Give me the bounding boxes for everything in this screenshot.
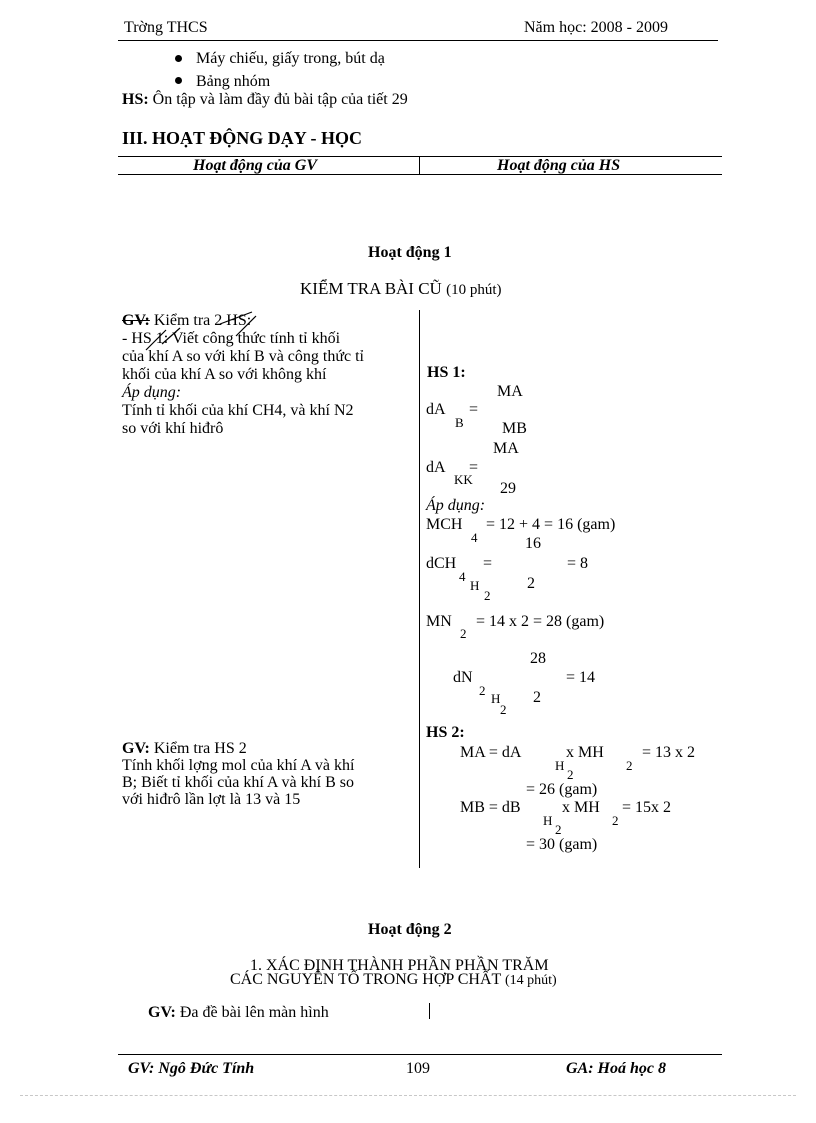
footer-subject: GA: Hoá học 8 bbox=[566, 1060, 666, 1077]
gv2-label: GV: bbox=[122, 740, 150, 757]
activity1-title: Hoạt động 1 bbox=[368, 244, 452, 261]
hs2-l3-sub3: 2 bbox=[612, 813, 619, 828]
hs1-f2-sub: KK bbox=[454, 472, 473, 487]
hs2-l3c: = 15x 2 bbox=[622, 799, 672, 816]
hs1-apply: Áp dụng: bbox=[426, 497, 486, 514]
header-year: Năm học: 2008 - 2009 bbox=[524, 19, 668, 36]
prep-hs-label: HS: bbox=[122, 91, 149, 108]
prep-bullet-2: Bảng nhóm bbox=[196, 73, 271, 90]
activity2-column-divider bbox=[429, 1003, 430, 1019]
hs1-dch4-sub1: 4 bbox=[459, 569, 466, 584]
activity1-column-divider bbox=[419, 310, 420, 868]
page-edge bbox=[20, 1095, 796, 1096]
activity2-line-2: CÁC NGUYÊN TỐ TRONG HỢP CHẤT bbox=[230, 971, 501, 988]
activity2-time: (14 phút) bbox=[504, 973, 557, 988]
hs2-l1-sub1: H bbox=[555, 758, 565, 773]
gv1-line-1: Kiểm tra 2 HS: bbox=[153, 312, 252, 329]
bullet-icon bbox=[175, 77, 182, 84]
hs1-dn2-sub1: 2 bbox=[479, 683, 486, 698]
hs1-f1-lhs: dA bbox=[426, 401, 446, 418]
hs1-f2-lhs: dA bbox=[426, 459, 446, 476]
hs1-label: HS 1: bbox=[427, 364, 466, 381]
footer-page-number: 109 bbox=[406, 1060, 430, 1077]
header-rule bbox=[118, 40, 718, 41]
bullet-icon bbox=[175, 55, 182, 62]
table-header-rule bbox=[118, 174, 722, 175]
hs1-dn2-sub2: H bbox=[491, 691, 501, 706]
hs1-dch4-den: 2 bbox=[527, 575, 535, 592]
hs1-mn2-sub: 2 bbox=[460, 626, 467, 641]
activity1-time: (10 phút) bbox=[446, 282, 502, 298]
hs1-dch4-lhs: dCH bbox=[426, 555, 457, 572]
hs1-mch4-sub: 4 bbox=[471, 530, 478, 545]
hs1-f1-sub: B bbox=[455, 415, 464, 430]
gv1-apply: Áp dụng: bbox=[122, 384, 182, 401]
hs1-dch4-eq: = bbox=[483, 555, 493, 572]
footer-author: GV: Ngô Đức Tính bbox=[128, 1060, 255, 1077]
hs1-f2-eq: = bbox=[469, 459, 479, 476]
activity2-line-1: 1. XÁC ĐỊNH THÀNH PHẦN PHẦN TRĂM bbox=[250, 957, 549, 974]
hs1-dch4-sub2: H bbox=[470, 578, 480, 593]
activity2-heading bbox=[230, 971, 557, 989]
hs1-mn2-lhs: MN bbox=[426, 613, 452, 630]
hs1-f2-num: MA bbox=[493, 440, 519, 457]
activity1-heading bbox=[300, 279, 502, 299]
hs1-dn2-res: = 14 bbox=[566, 669, 596, 686]
hs1-f1-eq: = bbox=[469, 401, 479, 418]
gv1-task-1: Tính tỉ khối của khí CH4, và khí N2 bbox=[122, 402, 354, 419]
prep-bullet-1: Máy chiếu, giấy trong, bút dạ bbox=[196, 50, 385, 67]
hs1-dch4-sub3: 2 bbox=[484, 588, 491, 603]
activity2-gv-label: GV: bbox=[148, 1004, 176, 1021]
hs1-mch4-rhs: = 12 + 4 = 16 (gam) bbox=[486, 516, 616, 533]
activity2-gv-text: Đa đề bài lên màn hình bbox=[179, 1004, 329, 1021]
hs2-l1-sub3: 2 bbox=[626, 758, 633, 773]
hs1-f1-num: MA bbox=[497, 383, 523, 400]
col-hs-header: Hoạt động của HS bbox=[497, 157, 621, 174]
prep-hs-line bbox=[122, 91, 408, 109]
gv2-block bbox=[122, 740, 354, 808]
gv1-line-3: của khí A so với khí B và công thức tỉ bbox=[122, 348, 364, 365]
gv1-task-2: so với khí hiđrô bbox=[122, 420, 224, 437]
gv2-line-1: Tính khối lợng mol của khí A và khí bbox=[122, 757, 355, 774]
gv2-text: Kiểm tra HS 2 bbox=[153, 740, 247, 757]
hs2-l1: MA = dA bbox=[460, 744, 522, 761]
activity2-title: Hoạt động 2 bbox=[368, 921, 452, 938]
hs1-dn2-num: 28 bbox=[530, 650, 546, 667]
hs2-l4: = 30 (gam) bbox=[526, 836, 598, 853]
gv2-line-2: B; Biết tỉ khối của khí A và khí B so bbox=[122, 774, 354, 791]
handwritten-mark bbox=[140, 310, 260, 358]
hs2-label: HS 2: bbox=[426, 724, 465, 741]
hs2-l3-sub2: 2 bbox=[555, 822, 562, 837]
activity2-gv-line bbox=[148, 1004, 329, 1022]
hs1-f1-den: MB bbox=[502, 420, 527, 437]
section3-title: III. HOẠT ĐỘNG DẠY - HỌC bbox=[122, 128, 363, 148]
hs1-f2-den: 29 bbox=[500, 480, 516, 497]
hs1-dch4-num: 16 bbox=[525, 535, 541, 552]
header-school: Trờng THCS bbox=[124, 19, 208, 36]
hs2-l2: = 26 (gam) bbox=[526, 781, 598, 798]
footer-rule bbox=[118, 1054, 722, 1055]
table-header-divider bbox=[419, 156, 420, 174]
hs1-dn2-sub3: 2 bbox=[500, 702, 507, 717]
hs1-dch4-res: = 8 bbox=[567, 555, 589, 572]
hs2-l3: MB = dB bbox=[460, 799, 521, 816]
hs1-dn2-den: 2 bbox=[533, 689, 541, 706]
hs1-mch4-lhs: MCH bbox=[426, 516, 463, 533]
hs2-l3b: x MH bbox=[562, 799, 600, 816]
hs1-mn2-rhs: = 14 x 2 = 28 (gam) bbox=[476, 613, 605, 630]
hs2-l3-sub1: H bbox=[543, 813, 553, 828]
hs2-l1b: x MH bbox=[566, 744, 604, 761]
gv1-line-4: khối của khí A so với không khí bbox=[122, 366, 327, 383]
gv1-label: GV: bbox=[122, 312, 150, 329]
gv2-line-3: với hiđrô lần lợt là 13 và 15 bbox=[122, 791, 301, 808]
col-gv-header: Hoạt động của GV bbox=[193, 157, 318, 174]
prep-hs-text: Ôn tập và làm đầy đủ bài tập của tiết 29 bbox=[152, 91, 408, 108]
hs2-l1-sub2: 2 bbox=[567, 767, 574, 782]
gv1-line-2: - HS 1: Viết công thức tính tỉ khối bbox=[122, 330, 341, 347]
hs1-dn2-lhs: dN bbox=[453, 669, 473, 686]
hs2-l1c: = 13 x 2 bbox=[642, 744, 696, 761]
activity1-subtitle: KIỂM TRA BÀI CŨ bbox=[300, 279, 442, 298]
